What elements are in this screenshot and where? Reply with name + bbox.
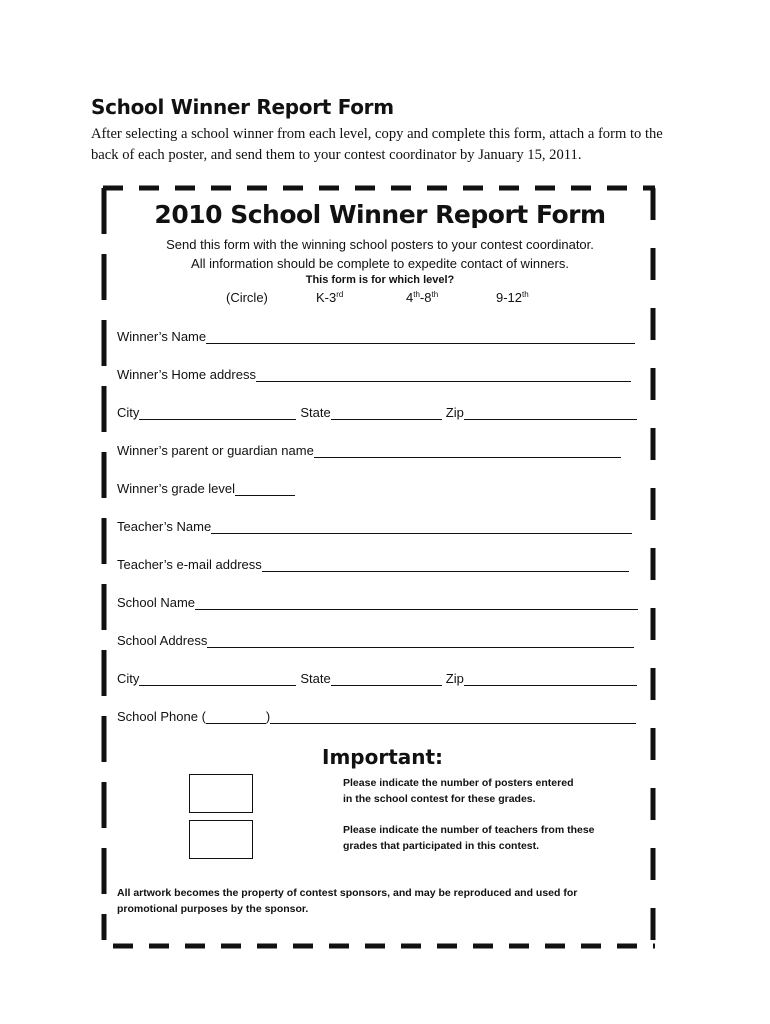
school-address-line[interactable]: [207, 633, 634, 648]
area-code-line[interactable]: [206, 709, 266, 724]
school-address-label: School Address: [117, 633, 208, 648]
level-question: This form is for which level?: [305, 274, 455, 286]
teacher-email-label: Teacher’s e-mail address: [117, 557, 262, 572]
teachers-count-box[interactable]: [189, 820, 253, 859]
level-912-sup: th: [522, 290, 529, 299]
level-912-text: 9-12: [496, 290, 523, 305]
posters-count-box[interactable]: [189, 774, 253, 813]
grade-label: Winner’s grade level: [117, 481, 236, 496]
teacher-name-field: [117, 516, 632, 534]
circle-label: (Circle): [226, 290, 268, 305]
home-address-line[interactable]: [256, 367, 631, 382]
intro-text: After selecting a school winner from each level, copy and complete this form, attach a form to the back of each poster, and send them to your contest coordinator by January 15, 2011.: [91, 126, 663, 163]
level-option-4-8[interactable]: [406, 290, 438, 305]
teachers-note: [343, 822, 643, 854]
phone-number-line[interactable]: [270, 709, 636, 724]
footer-line1: All artwork becomes the property of contest sponsors, and may be reproduced and used for: [117, 887, 578, 899]
winner-name-label: Winner’s Name: [117, 329, 207, 344]
intro-title: School Winner Report Form: [91, 95, 394, 119]
school-city-label: City: [117, 671, 140, 686]
posters-note-line2: in the school contest for these grades.: [343, 793, 536, 805]
state-line[interactable]: [331, 405, 442, 420]
city-line[interactable]: [139, 405, 296, 420]
important-title: Important:: [322, 745, 444, 769]
school-state-line[interactable]: [331, 671, 442, 686]
state-label: State: [300, 405, 331, 420]
winner-name-line[interactable]: [206, 329, 635, 344]
school-zip-line[interactable]: [464, 671, 637, 686]
teachers-note-line2: grades that participated in this contest.: [343, 840, 540, 852]
posters-note: [343, 775, 643, 807]
grade-line[interactable]: [235, 481, 295, 496]
teacher-name-line[interactable]: [211, 519, 632, 534]
zip-line[interactable]: [464, 405, 637, 420]
teacher-email-line[interactable]: [262, 557, 629, 572]
school-zip-label: Zip: [445, 671, 464, 686]
school-phone-label: School Phone (: [117, 709, 206, 724]
teacher-name-label: Teacher’s Name: [117, 519, 212, 534]
winner-name-field: [117, 326, 635, 344]
school-address-field: [117, 630, 634, 648]
teachers-note-line1: Please indicate the number of teachers from these: [343, 824, 595, 836]
school-city-line[interactable]: [139, 671, 296, 686]
level-option-k3[interactable]: [316, 290, 343, 305]
teacher-email-field: [117, 554, 629, 572]
guardian-line[interactable]: [314, 443, 621, 458]
level-48-text-a: 4: [406, 290, 414, 305]
posters-note-line1: Please indicate the number of posters entered: [343, 777, 574, 789]
form-subtitle-line1: Send this form with the winning school posters to your contest coordinator.: [166, 237, 594, 252]
home-address-field: [117, 364, 631, 382]
level-k3-text: K-3: [316, 290, 337, 305]
school-city-state-zip-row: [117, 668, 637, 686]
zip-label: Zip: [445, 405, 464, 420]
footer-notice: [117, 885, 637, 917]
school-phone-close: ): [265, 709, 271, 724]
level-48-text-b: -8: [419, 290, 432, 305]
level-48-sup-b: th: [431, 290, 439, 299]
city-state-zip-row: [117, 402, 637, 420]
school-state-label: State: [300, 671, 331, 686]
level-k3-sup: rd: [336, 290, 344, 299]
home-address-label: Winner’s Home address: [117, 367, 256, 382]
form-title: 2010 School Winner Report Form: [154, 200, 606, 229]
grade-field: [117, 478, 295, 496]
guardian-label: Winner’s parent or guardian name: [117, 443, 314, 458]
level-option-9-12[interactable]: [496, 290, 529, 305]
school-name-label: School Name: [117, 595, 196, 610]
level-48-sup-a: th: [413, 290, 420, 299]
school-name-field: [117, 592, 638, 610]
form-subtitle-line2: All information should be complete to expedite contact of winners.: [191, 256, 569, 271]
school-name-line[interactable]: [195, 595, 638, 610]
school-phone-field: [117, 706, 636, 724]
city-label: City: [117, 405, 140, 420]
guardian-field: [117, 440, 621, 458]
footer-line2: promotional purposes by the sponsor.: [117, 903, 309, 915]
